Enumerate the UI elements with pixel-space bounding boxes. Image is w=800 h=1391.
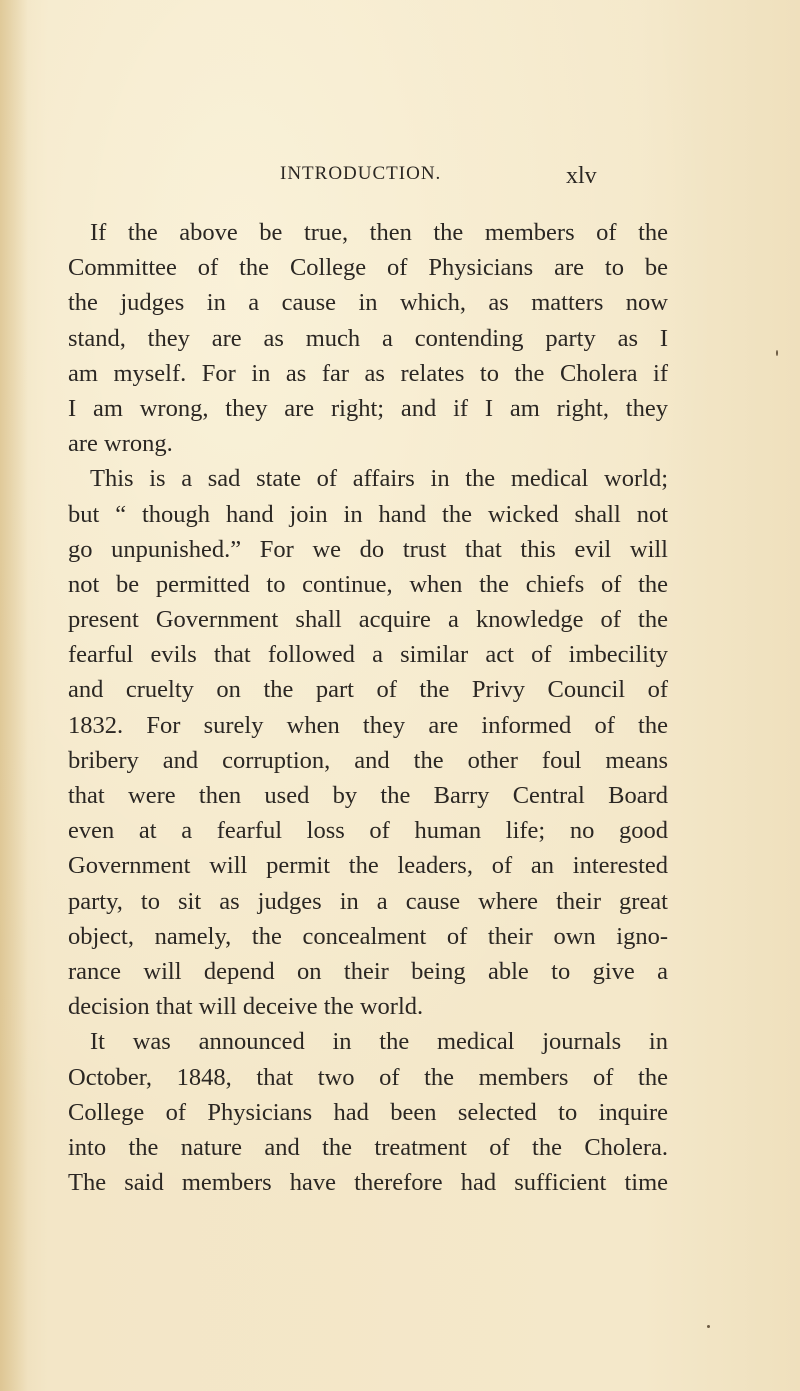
text-line: but “ though hand join in hand the wicked shall not <box>68 500 668 528</box>
text-line: party, to sit as judges in a cause where their great <box>68 887 668 915</box>
text-line: object, namely, the concealment of their own igno- <box>68 922 668 950</box>
page-number: xlv <box>566 163 597 189</box>
text-line: present Government shall acquire a knowledge of the <box>68 606 668 634</box>
text-line: am myself. For in as far as relates to the Cholera if <box>68 359 668 387</box>
text-line: October, 1848, that two of the members of the <box>68 1063 668 1091</box>
text-line: It was announced in the medical journals in <box>90 1028 668 1056</box>
page-fold-shadow <box>0 0 28 1391</box>
text-line: I am wrong, they are right; and if I am right, they <box>68 394 668 422</box>
text-line: stand, they are as much a contending party as I <box>68 324 668 352</box>
text-line: rance will depend on their being able to give a <box>68 957 668 985</box>
text-line: fearful evils that followed a similar act of imbecility <box>68 641 668 669</box>
text-line: that were then used by the Barry Central Board <box>68 782 668 809</box>
text-line: decision that will deceive the world. <box>68 993 424 1021</box>
text-line: Committee of the College of Physicians are to be <box>68 254 668 282</box>
text-line: College of Physicians had been selected to inquire <box>68 1098 668 1126</box>
text-line: If the above be true, then the members of the <box>90 219 668 246</box>
text-line: are wrong. <box>68 430 173 458</box>
body-text <box>68 215 668 1200</box>
paper-speck <box>776 350 778 356</box>
text-line: and cruelty on the part of the Privy Council of <box>68 676 668 704</box>
text-line: This is a sad state of affairs in the medical world; <box>90 465 668 493</box>
paper-speck <box>707 1325 710 1328</box>
text-line: not be permitted to continue, when the chiefs of the <box>68 570 668 598</box>
text-line: into the nature and the treatment of the Cholera. <box>68 1133 668 1161</box>
running-head: INTRODUCTION. <box>280 163 442 184</box>
text-line: The said members have therefore had sufficient time <box>68 1169 668 1197</box>
text-line: go unpunished.” For we do trust that this evil will <box>68 535 668 563</box>
text-line: the judges in a cause in which, as matters now <box>68 289 668 317</box>
text-line: Government will permit the leaders, of an interested <box>68 852 668 880</box>
text-line: 1832. For surely when they are informed of the <box>68 711 668 739</box>
text-line: bribery and corruption, and the other foul means <box>68 746 668 774</box>
text-line: even at a fearful loss of human life; no good <box>68 817 668 845</box>
